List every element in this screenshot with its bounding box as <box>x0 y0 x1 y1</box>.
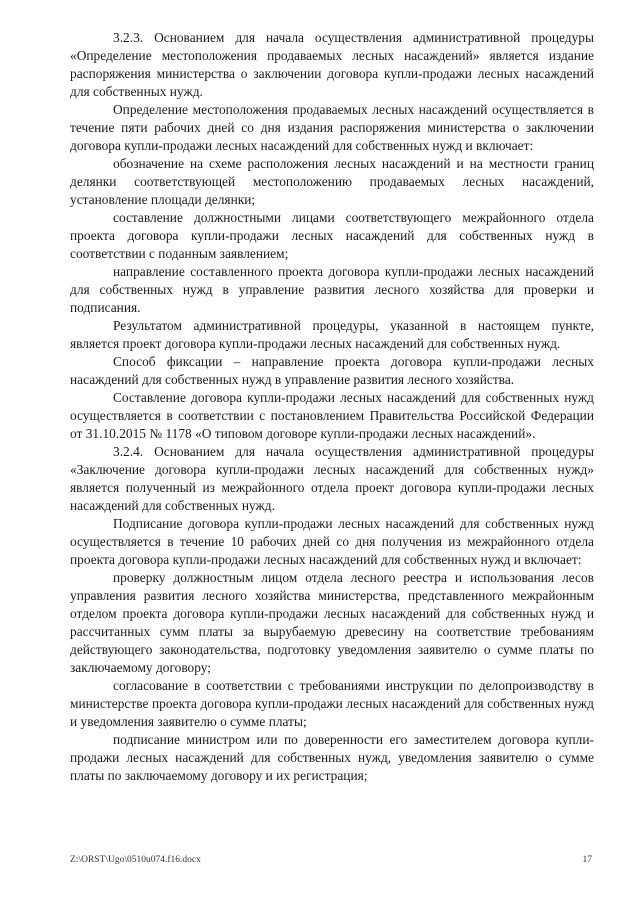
page-number: 17 <box>582 855 592 865</box>
paragraph: Подписание договора купли-продажи лесных насаждений для собственных нужд осуществляется в течение 10 рабочих дней со дня получения из межрайонного отдела проекта договора купли-продажи лесных насаждений для собственных нужд и включает: <box>70 516 594 567</box>
paragraph: согласование в соответствии с требованиями инструкции по делопроизводству в министерстве проекта договора купли-продажи лесных насаждений для собственных нужд и уведомления заявителю о сумме платы; <box>70 678 594 729</box>
footer-file-path: Z:\ORST\Ugo\0510u074.f16.docx <box>70 855 201 865</box>
paragraph: проверку должностным лицом отдела лесного реестра и использования лесов управления развития лесного хозяйства министерства, представленного межрайонным отделом проекта договора купли-продажи лесных насаждений для собственных нужд и рассчитанных сумм платы за вырубаемую древесину на соответствие требованиям действующего законодательства, подготовку уведомления заявителю о сумме платы по заключаемому договору; <box>70 570 594 675</box>
paragraph-3-2-4: 3.2.4. Основанием для начала осуществления административной процедуры «Заключение договора купли-продажи лесных насаждений для собственных нужд» является полученный из межрайонного отдела проект договора купли-продажи лесных насаждений для собственных нужд. <box>70 444 594 513</box>
paragraph: направление составленного проекта договора купли-продажи лесных насаждений для собственных нужд в управление развития лесного хозяйства для проверки и подписания. <box>70 264 594 315</box>
paragraph: обозначение на схеме расположения лесных насаждений и на местности границ делянки соответствующей местоположению продаваемых лесных насаждений, установление площади делянки; <box>70 156 594 207</box>
paragraph: Способ фиксации – направление проекта договора купли-продажи лесных насаждений для собственных нужд в управление развития лесного хозяйства. <box>70 354 594 387</box>
paragraph: Определение местоположения продаваемых лесных насаждений осуществляется в течение пяти рабочих дней со дня издания распоряжения министерства о заключении договора купли-продажи лесных насаждений для собственных нужд и включает: <box>70 102 594 153</box>
paragraph: Составление договора купли-продажи лесных насаждений для собственных нужд осуществляется в соответствии с постановлением Правительства Российской Федерации от 31.10.2015 № 1178 «О типовом договоре купли-продажи лесных насаждений». <box>70 390 594 441</box>
document-body <box>70 29 594 785</box>
paragraph-3-2-3: 3.2.3. Основанием для начала осуществления административной процедуры «Определение местоположения продаваемых лесных насаждений» является издание распоряжения министерства о заключении договора купли-продажи лесных насаждений для собственных нужд. <box>70 30 594 99</box>
paragraph: Результатом административной процедуры, указанной в настоящем пункте, является проект договора купли-продажи лесных насаждений для собственных нужд. <box>70 318 594 351</box>
paragraph: подписание министром или по доверенности его заместителем договора купли-продажи лесных насаждений для собственных нужд, уведомления заявителю о сумме платы по заключаемому договору и их регистрация; <box>70 732 594 783</box>
paragraph: составление должностными лицами соответствующего межрайонного отдела проекта договора купли-продажи лесных насаждений для собственных нужд в соответствии с поданным заявлением; <box>70 210 594 261</box>
